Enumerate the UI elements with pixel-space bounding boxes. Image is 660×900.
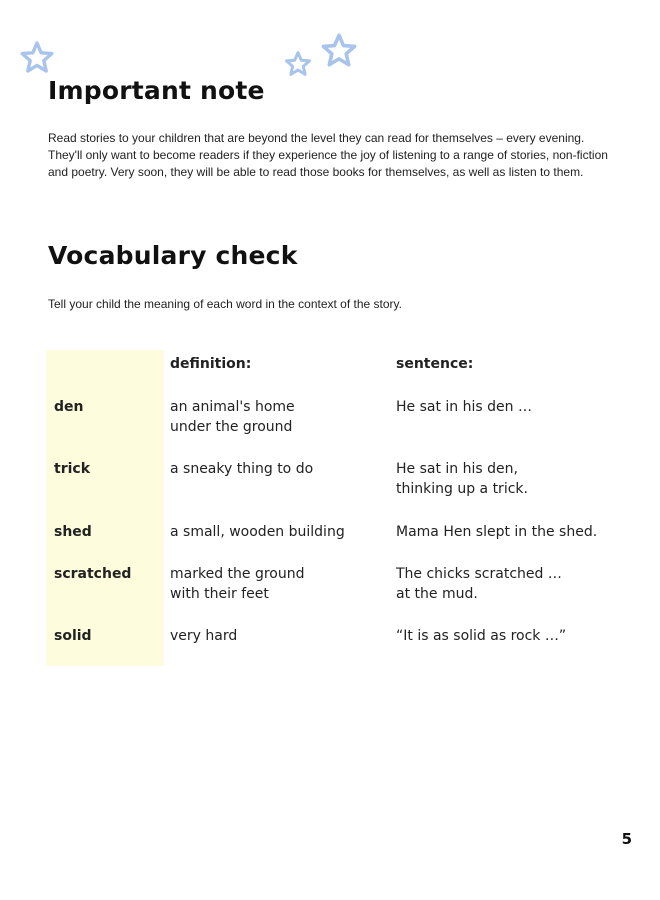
vocab-definition xyxy=(170,459,313,479)
star-icon xyxy=(320,32,358,68)
definition-column-header: definition: xyxy=(170,356,252,372)
vocab-sentence xyxy=(396,626,566,646)
vocab-word: shed xyxy=(54,524,92,540)
vocab-definition xyxy=(170,522,345,542)
important-note-paragraph: Read stories to your children that are beyond the level they can read for themselves – every evening. They'll only want to become readers if they experience the joy of listening to a range of stories, non-fiction and poetry. Very soon, they will be able to read those books for themselves, as well as listen to them. xyxy=(48,131,608,179)
vocab-sentence xyxy=(396,397,532,417)
vocab-definition xyxy=(170,397,295,437)
sentence-line: He sat in his den, xyxy=(396,461,518,477)
definition-line: a sneaky thing to do xyxy=(170,461,314,477)
page-number: 5 xyxy=(621,830,632,848)
definition-line: very hard xyxy=(170,628,238,644)
vocab-word: solid xyxy=(54,628,92,644)
sentence-line: He sat in his den … xyxy=(396,399,532,415)
vocab-word: scratched xyxy=(54,566,132,582)
sentence-line: “It is as solid as rock …” xyxy=(396,628,567,644)
star-icon xyxy=(284,50,312,77)
star-icon xyxy=(19,40,55,74)
vocabulary-check-heading: Vocabulary check xyxy=(48,241,298,270)
definition-line: under the ground xyxy=(170,419,293,435)
sentence-line: at the mud. xyxy=(396,586,478,602)
important-note-heading: Important note xyxy=(48,76,265,105)
sentence-line: Mama Hen slept in the shed. xyxy=(396,524,598,540)
vocabulary-instructions: Tell your child the meaning of each word in the context of the story. xyxy=(48,297,402,311)
vocab-word: den xyxy=(54,399,84,415)
vocab-sentence xyxy=(396,459,528,499)
definition-line: with their feet xyxy=(170,586,269,602)
definition-line: a small, wooden building xyxy=(170,524,345,540)
vocab-definition xyxy=(170,626,237,646)
definition-line: marked the ground xyxy=(170,566,305,582)
definition-line: an animal's home xyxy=(170,399,295,415)
vocab-sentence xyxy=(396,564,562,604)
sentence-line: The chicks scratched … xyxy=(396,566,562,582)
vocab-sentence xyxy=(396,522,597,542)
vocab-word: trick xyxy=(54,461,91,477)
vocab-definition xyxy=(170,564,305,604)
sentence-column-header: sentence: xyxy=(396,356,474,372)
sentence-line: thinking up a trick. xyxy=(396,481,528,497)
